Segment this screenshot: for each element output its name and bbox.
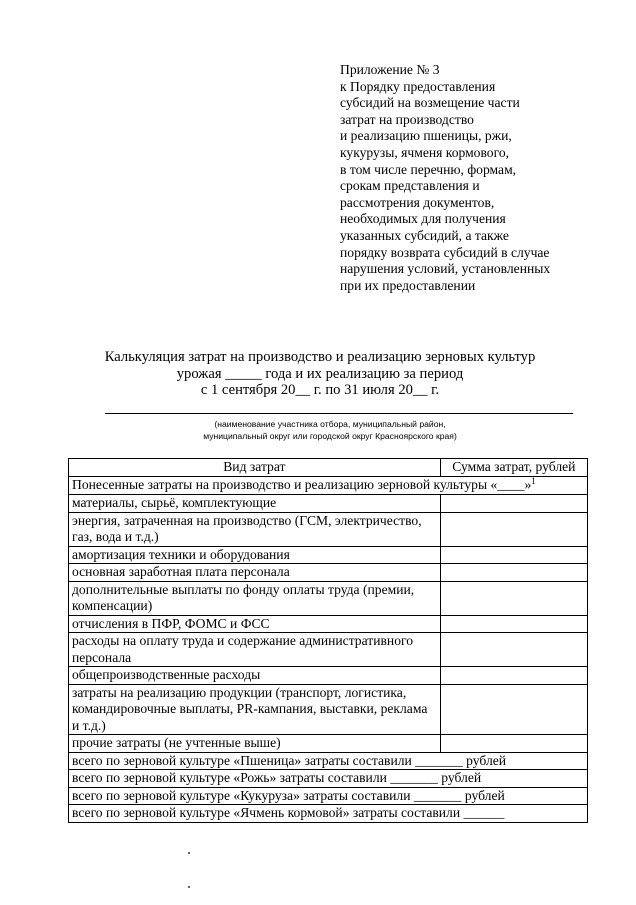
table-row bbox=[69, 581, 588, 615]
scan-dot bbox=[188, 852, 190, 854]
total-row bbox=[69, 787, 588, 805]
table-row bbox=[69, 667, 588, 685]
cost-sum-field[interactable] bbox=[440, 564, 587, 582]
table-row bbox=[69, 633, 588, 667]
cost-sum-field[interactable] bbox=[440, 546, 587, 564]
appendix-line: рассмотрения документов, bbox=[340, 194, 495, 210]
cost-name: амортизация техники и оборудования bbox=[69, 546, 441, 564]
section-row bbox=[69, 476, 588, 495]
cost-name: прочие затраты (не учтенные выше) bbox=[69, 735, 441, 753]
table-row bbox=[69, 615, 588, 633]
appendix-line: при их предоставлении bbox=[340, 277, 476, 293]
cost-name: дополнительные выплаты по фонду оплаты труда (премии, компенсации) bbox=[69, 581, 441, 615]
scan-dot bbox=[188, 886, 190, 888]
total-row bbox=[69, 752, 588, 770]
cost-sum-field[interactable] bbox=[440, 667, 587, 685]
participant-name-line bbox=[105, 413, 573, 414]
cost-sum-field[interactable] bbox=[440, 512, 587, 546]
cost-name: основная заработная плата персонала bbox=[69, 564, 441, 582]
table-row bbox=[69, 495, 588, 513]
cost-name: общепроизводственные расходы bbox=[69, 667, 441, 685]
cost-sum-field[interactable] bbox=[440, 735, 587, 753]
header-cost-sum: Сумма затрат, рублей bbox=[440, 459, 587, 477]
title-line-3: с 1 сентября 20__ г. по 31 июля 20__ г. bbox=[200, 382, 440, 399]
cost-sum-field[interactable] bbox=[440, 684, 587, 735]
document-title bbox=[60, 349, 580, 399]
table-row bbox=[69, 546, 588, 564]
total-rye: всего по зерновой культуре «Рожь» затраты составили _______ рублей bbox=[69, 770, 588, 788]
appendix-line: в том числе перечню, формам, bbox=[340, 161, 517, 177]
appendix-line: субсидий на возмещение части bbox=[340, 95, 520, 111]
cost-sum-field[interactable] bbox=[440, 581, 587, 615]
total-corn: всего по зерновой культуре «Кукуруза» затраты составили _______ рублей bbox=[69, 787, 588, 805]
appendix-line: Приложение № 3 bbox=[340, 62, 440, 77]
table-row bbox=[69, 512, 588, 546]
table-row bbox=[69, 564, 588, 582]
title-line-2: урожая _____ года и их реализацию за период bbox=[176, 365, 464, 382]
cost-table bbox=[68, 458, 588, 823]
appendix-line: к Порядку предоставления bbox=[340, 78, 496, 94]
cost-sum-field[interactable] bbox=[440, 495, 587, 513]
cost-name: расходы на оплату труда и содержание административного персонала bbox=[69, 633, 441, 667]
total-row bbox=[69, 770, 588, 788]
footnote-mark: 1 bbox=[531, 475, 536, 486]
cost-name: энергия, затраченная на производство (ГСМ, электричество, газ, вода и т.д.) bbox=[69, 512, 441, 546]
cost-name: затраты на реализацию продукции (транспорт, логистика, командировочные выплаты, PR-кампания, выставки, реклама и т.д.) bbox=[69, 684, 441, 735]
appendix-line: порядку возврата субсидий в случае bbox=[340, 244, 550, 260]
total-barley: всего по зерновой культуре «Ячмень кормовой» затраты составили ______ bbox=[69, 805, 588, 823]
appendix-line: затрат на производство bbox=[340, 111, 474, 127]
caption-line-2: муниципальный округ или городской округ Красноярского края) bbox=[203, 430, 457, 441]
cost-name: отчисления в ПФР, ФОМС и ФСС bbox=[69, 615, 441, 633]
appendix-line: и реализацию пшеницы, ржи, bbox=[340, 128, 512, 144]
participant-name-caption bbox=[100, 419, 560, 442]
table-row bbox=[69, 735, 588, 753]
appendix-line: срокам представления и bbox=[340, 178, 480, 194]
table-row bbox=[69, 684, 588, 735]
title-line-1: Калькуляция затрат на производство и реализацию зерновых культур bbox=[104, 349, 536, 365]
cost-sum-field[interactable] bbox=[440, 615, 587, 633]
appendix-line: необходимых для получения bbox=[340, 211, 506, 227]
header-cost-type: Вид затрат bbox=[69, 459, 441, 477]
appendix-note bbox=[340, 62, 600, 294]
caption-line-1: (наименование участника отбора, муниципальный район, bbox=[214, 419, 446, 429]
section-title-cell bbox=[69, 476, 588, 495]
section-title: Понесенные затраты на производство и реализацию зерновой культуры «____» bbox=[72, 476, 532, 492]
total-row bbox=[69, 805, 588, 823]
appendix-line: кукурузы, ячменя кормового, bbox=[340, 144, 510, 160]
table-header-row bbox=[69, 459, 588, 477]
cost-name: материалы, сырьё, комплектующие bbox=[69, 495, 441, 513]
total-wheat: всего по зерновой культуре «Пшеница» затраты составили _______ рублей bbox=[69, 752, 588, 770]
appendix-line: указанных субсидий, а также bbox=[340, 227, 509, 243]
appendix-line: нарушения условий, установленных bbox=[340, 261, 551, 277]
cost-sum-field[interactable] bbox=[440, 633, 587, 667]
